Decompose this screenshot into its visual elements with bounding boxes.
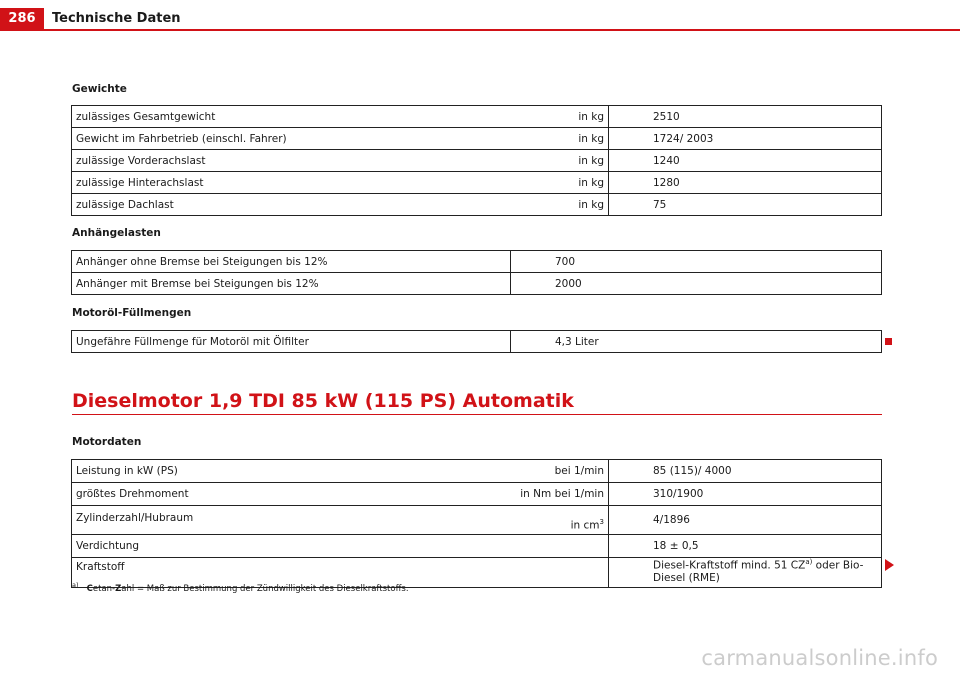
engine-table xyxy=(71,459,882,588)
table-row xyxy=(72,331,882,353)
oil-table xyxy=(71,330,882,353)
table-row xyxy=(72,273,882,295)
table-row xyxy=(72,251,882,273)
table-row xyxy=(72,128,882,150)
trailer-table xyxy=(71,250,882,295)
row-unit xyxy=(500,558,609,588)
value-text-after: oder Bio-Diesel (RME) xyxy=(653,559,864,584)
row-label: zulässige Vorderachslast xyxy=(72,150,501,172)
row-value: 310/1900 xyxy=(609,483,882,506)
page-title: Technische Daten xyxy=(52,11,181,26)
page-number: 286 xyxy=(0,8,44,30)
row-label: zulässige Hinterachslast xyxy=(72,172,501,194)
row-value: 4/1896 xyxy=(609,506,882,535)
section-end-icon xyxy=(885,338,892,345)
row-label: Leistung in kW (PS) xyxy=(72,460,501,483)
continue-arrow-icon xyxy=(885,559,894,571)
row-label: Anhänger ohne Bremse bei Steigungen bis 12% xyxy=(72,251,511,273)
row-label: Zylinderzahl/Hubraum xyxy=(72,506,501,535)
table-row xyxy=(72,460,882,483)
footnote xyxy=(72,581,409,594)
unit-text: in cm xyxy=(570,519,600,531)
row-label: Anhänger mit Bremse bei Steigungen bis 12% xyxy=(72,273,511,295)
row-unit: in kg xyxy=(500,150,609,172)
table-row xyxy=(72,483,882,506)
row-value: 4,3 Liter xyxy=(511,331,882,353)
row-label: Ungefähre Füllmenge für Motoröl mit Ölfilter xyxy=(72,331,511,353)
row-label: Gewicht im Fahrbetrieb (einschl. Fahrer) xyxy=(72,128,501,150)
watermark: carmanualsonline.info xyxy=(701,646,938,670)
chapter-title: Dieselmotor 1,9 TDI 85 kW (115 PS) Automatik xyxy=(72,390,574,412)
weights-table xyxy=(71,105,882,216)
table-row xyxy=(72,150,882,172)
engine-heading: Motordaten xyxy=(72,436,142,448)
row-label: zulässige Dachlast xyxy=(72,194,501,216)
table-row xyxy=(72,106,882,128)
footnote-marker: a) xyxy=(72,581,79,589)
table-row xyxy=(72,506,882,535)
value-text: Diesel-Kraftstoff mind. 51 CZ xyxy=(653,559,806,572)
row-unit: in kg xyxy=(500,194,609,216)
chapter-rule xyxy=(72,414,882,415)
table-row xyxy=(72,194,882,216)
row-unit: in kg xyxy=(500,172,609,194)
row-label: größtes Drehmoment xyxy=(72,483,501,506)
row-unit: in kg xyxy=(500,106,609,128)
row-value: 1724/ 2003 xyxy=(609,128,882,150)
row-label: Kraftstoff xyxy=(72,558,501,588)
row-unit xyxy=(500,506,609,535)
weights-heading: Gewichte xyxy=(72,83,127,95)
footnote-ref[interactable]: a) xyxy=(805,558,813,566)
row-value: 1240 xyxy=(609,150,882,172)
trailer-heading: Anhängelasten xyxy=(72,227,161,239)
table-row xyxy=(72,535,882,558)
row-value xyxy=(609,558,882,588)
footnote-z: Z xyxy=(115,583,122,594)
row-unit: bei 1/min xyxy=(500,460,609,483)
row-value: 2510 xyxy=(609,106,882,128)
row-value: 85 (115)/ 4000 xyxy=(609,460,882,483)
row-unit: in Nm bei 1/min xyxy=(500,483,609,506)
oil-heading: Motoröl-Füllmengen xyxy=(72,307,192,319)
row-value: 2000 xyxy=(511,273,882,295)
row-value: 1280 xyxy=(609,172,882,194)
unit-superscript: 3 xyxy=(599,517,604,526)
row-label: Verdichtung xyxy=(72,535,501,558)
table-row xyxy=(72,172,882,194)
row-value: 18 ± 0,5 xyxy=(609,535,882,558)
row-value: 700 xyxy=(511,251,882,273)
row-value: 75 xyxy=(609,194,882,216)
footnote-etan: etan- xyxy=(92,583,116,594)
row-unit xyxy=(500,535,609,558)
footnote-text: ahl = Maß zur Bestimmung der Zündwilligkeit des Dieselkraftstoffs. xyxy=(121,583,409,594)
row-unit: in kg xyxy=(500,128,609,150)
header-rule xyxy=(0,29,960,31)
footnote-c: C xyxy=(86,583,93,594)
row-label: zulässiges Gesamtgewicht xyxy=(72,106,501,128)
